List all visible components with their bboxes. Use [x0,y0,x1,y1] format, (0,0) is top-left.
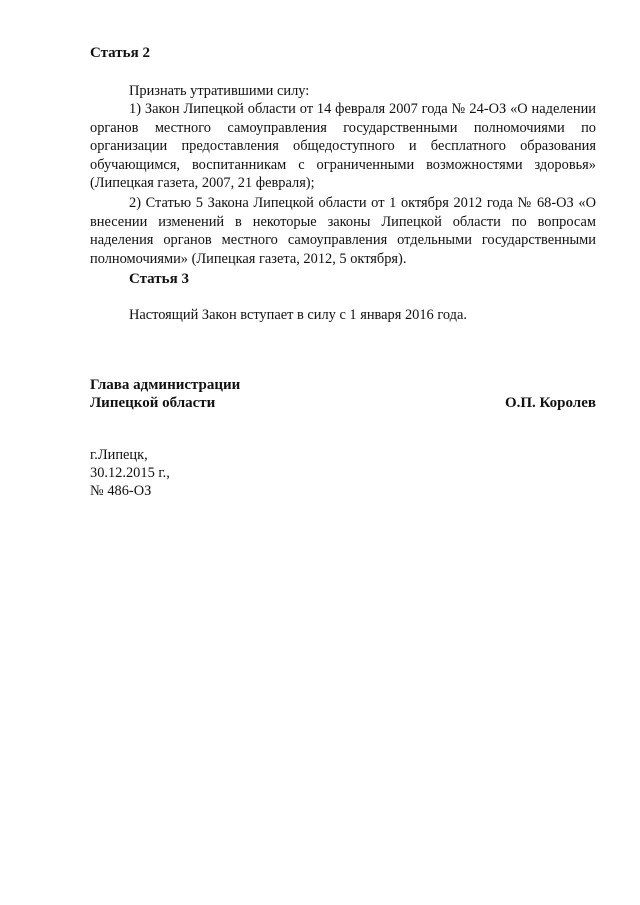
article-2-item-2: 2) Статью 5 Закона Липецкой области от 1 октября 2012 года № 68-ОЗ «О внесении изменений в некоторые законы Липецкой области по вопросам наделения органов местного самоуправления отдельными государственными полномочиями» (Липецкая газета, 2012, 5 октября). [90,195,596,267]
signature-title-line-1: Глава администрации [90,377,241,393]
article-2-item-1: 1) Закон Липецкой области от 14 февраля 2007 года № 24-ОЗ «О наделении органов местного самоуправления государственными полномочиями по организации предоставления общедоступного и бесплатного образования обучающимся, воспитанникам с ограниченными возможностями здоровья» (Липецкая газета, 2007, 21 февраля); [90,101,596,192]
signature-block [90,376,596,412]
article-3-heading: Статья 3 [129,271,189,287]
article-2-heading: Статья 2 [90,45,150,61]
footer-date: 30.12.2015 г., [90,465,170,482]
article-3-text: Настоящий Закон вступает в силу с 1 января 2016 года. [129,307,467,323]
signatory-name: О.П. Королев [504,395,596,411]
signature-title-line-2: Липецкой области [90,395,216,411]
article-2-intro: Признать утратившими силу: [129,83,310,99]
footer-city: г.Липецк, [90,447,148,463]
footer-law-number: № 486-ОЗ [90,483,152,500]
document-footer [90,446,170,501]
document-page [90,0,596,905]
